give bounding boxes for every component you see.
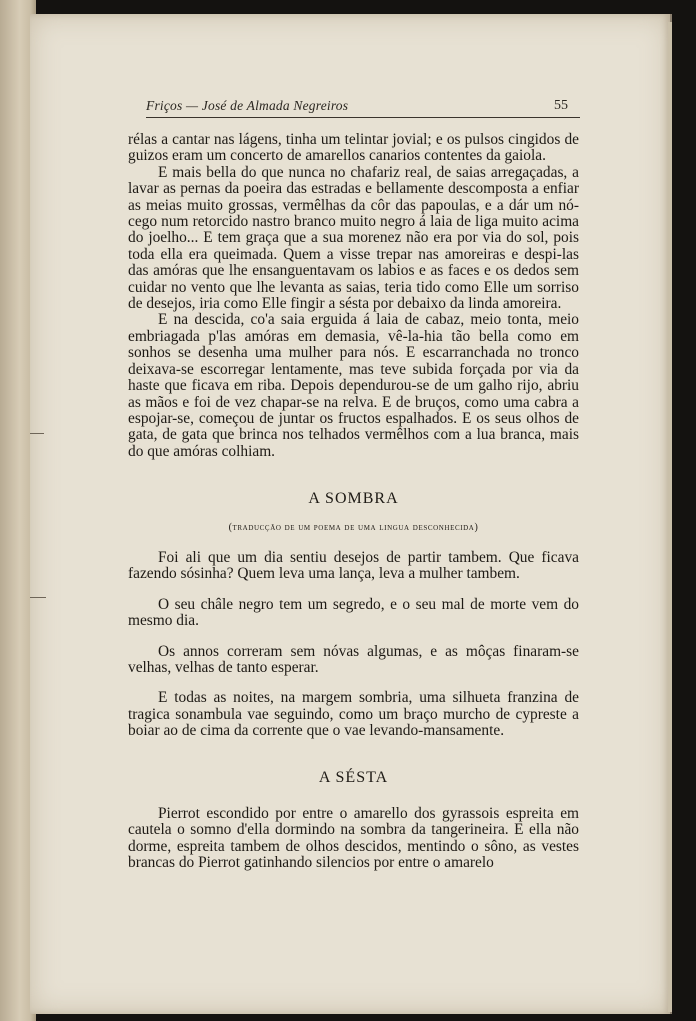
paragraph: O seu châle negro tem um segredo, e o seu mal de morte vem do mesmo dia. [128, 595, 579, 630]
paragraph: Foi ali que um dia sentiu desejos de partir tambem. Que ficava fazendo sósinha? Quem leva uma lança, leva a mulher tambem. [128, 548, 579, 583]
page-edge [668, 22, 672, 1012]
page-body [128, 132, 579, 872]
page-number: 55 [554, 98, 568, 113]
margin-mark [30, 433, 44, 434]
header-rule [146, 117, 580, 118]
paragraph: rélas a cantar nas lágens, tinha um telintar jovial; e os pulsos cingidos de guizos eram um concerto de amarellos canarios contentes da gaiola. [128, 131, 579, 165]
running-title: Friços — José de Almada Negreiros [146, 98, 349, 113]
page-header [146, 98, 580, 118]
section-heading: A SOMBRA [308, 490, 399, 508]
paragraph: E na descida, co'a saia erguida á laia de cabaz, meio tonta, meio embriagada p'las amóras em demasia, vê-la-hia tão bella como em sonhos se desenha uma mulher para nós. E escarranchada no tronco deixava-se escorregar lentamente, mas teve subida forçada por via da haste que ficava em riba. Depois dependurou-se de um galho rijo, abriu as mãos e foi de vez chapar-se na relva. E de bruços, como uma cabra a espojar-se, começou de juntar os fructos espalhados. E os seus olhos de gata, de gata que brinca nos telhados vermêlhos com a lua branca, mais do que amóras colhiam. [128, 311, 579, 460]
section-heading: A SÉSTA [318, 768, 389, 786]
paragraph: Os annos correram sem nóvas algumas, e as môças finaram-se velhas, velhas de tanto esperar. [128, 642, 579, 676]
paragraph: E todas as noites, na margem sombria, uma silhueta franzina de tragica sonambula vae seguindo, como um braço murcho de cypreste a boiar ao de cima da corrente que o vae levando-mansamente. [128, 689, 579, 740]
section-subheading: (traducção de um poema de uma lingua desconhecida) [228, 521, 479, 533]
paragraph: E mais bella do que nunca no chafariz real, de saias arregaçadas, a lavar as pernas da poeira das estradas e bellamente descomposta a enfiar as meias muito grossas, vermêlhas da côr das papoulas, e a dár um nó-cego num retorcido nastro branco muito negro á laia de liga muito acima do joelho... E tem graça que a sua morenez não era por via do sol, pois toda ella era queimada. Quem a visse trepar nas amoreiras e despi-las das amóras que lhe ensanguentavam os labios e as faces e os dedos sem cuidar no vento que lhe levanta as saias, teria tido como Elle um sorriso de desejos, iria como Elle fingir a sésta por debaixo da linda amoreira. [128, 163, 579, 313]
paragraph: Pierrot escondido por entre o amarello dos gyrassois espreita em cautela o somno d'ella dormindo na sombra da tangerineira. E ella não dorme, espreita tambem de olhos descidos, mentindo o sôno, as vestes brancas do Pierrot gatinhando silencios por entre o amarelo [128, 805, 579, 872]
margin-mark [30, 597, 46, 598]
